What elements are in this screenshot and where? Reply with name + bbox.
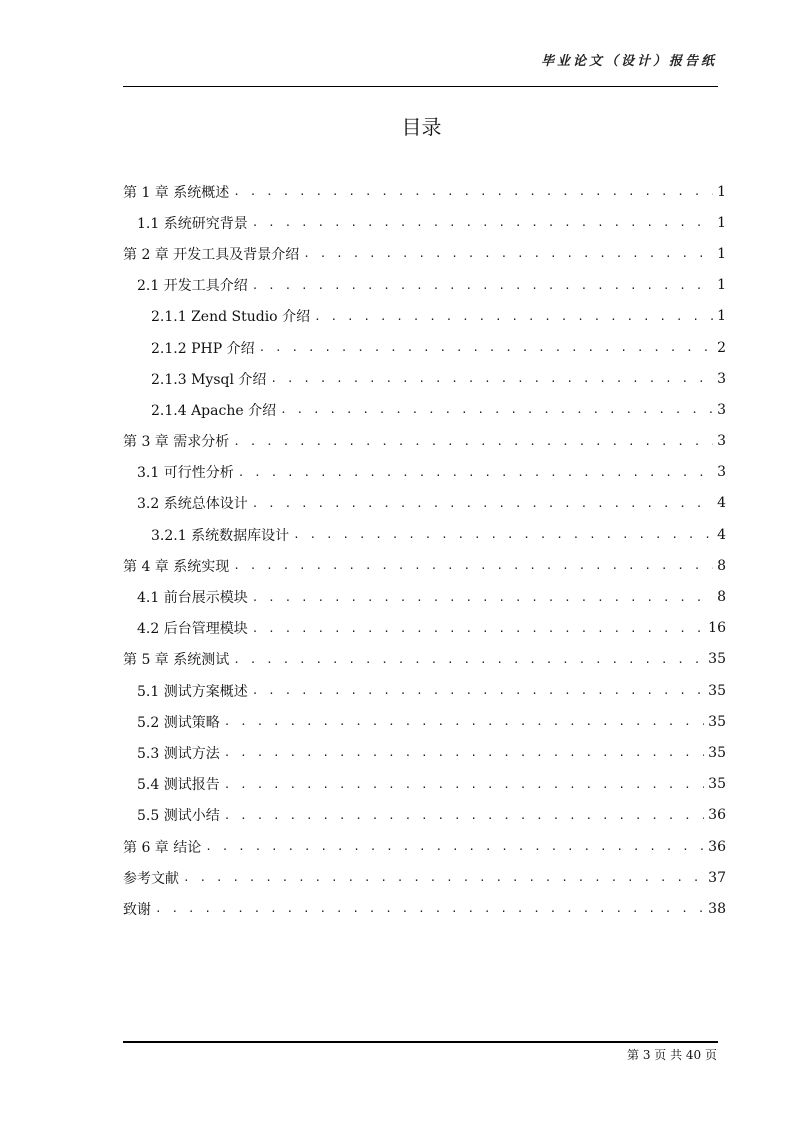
toc-dot-leader — [233, 653, 704, 666]
toc-entry-page: 35 — [708, 682, 726, 699]
toc-entry[interactable] — [123, 332, 726, 363]
toc-entry-label: 2.1.2 PHP 介绍 — [151, 340, 255, 357]
toc-entry-label: 3.2 系统总体设计 — [137, 496, 248, 513]
toc-entry[interactable] — [123, 457, 726, 488]
toc-entry[interactable] — [123, 363, 726, 394]
toc-entry-label: 参考文献 — [123, 870, 179, 887]
footer-rule — [123, 1041, 718, 1043]
page-title: 目录 — [401, 115, 442, 139]
toc-entry-page: 36 — [708, 838, 726, 855]
toc-entry[interactable] — [123, 769, 726, 800]
toc-entry-page: 4 — [717, 526, 726, 543]
toc-entry-page: 38 — [708, 900, 726, 917]
toc-dot-leader — [224, 809, 704, 822]
toc-entry[interactable] — [123, 426, 726, 457]
toc-dot-leader — [252, 684, 704, 697]
toc-entry-page: 35 — [708, 776, 726, 793]
toc-dot-leader — [252, 216, 713, 229]
toc-entry-page: 35 — [708, 651, 726, 668]
toc-entry[interactable] — [123, 893, 726, 924]
toc-entry-label: 第 6 章 结论 — [123, 839, 202, 856]
toc-entry[interactable] — [123, 675, 726, 706]
toc-entry-page: 2 — [717, 339, 726, 356]
toc-entry[interactable] — [123, 706, 726, 737]
toc-entry-label: 4.1 前台展示模块 — [137, 590, 248, 607]
toc-dot-leader — [252, 622, 704, 635]
toc-entry-label: 第 4 章 系统实现 — [123, 558, 230, 575]
toc-entry-label: 2.1.1 Zend Studio 介绍 — [151, 309, 311, 326]
toc-entry-label: 3.1 可行性分析 — [137, 465, 234, 482]
toc-dot-leader — [224, 746, 704, 759]
toc-entry-label: 第 1 章 系统概述 — [123, 184, 230, 201]
toc-entry-page: 4 — [717, 495, 726, 512]
toc-entry[interactable] — [123, 519, 726, 550]
toc-dot-leader — [183, 871, 704, 884]
toc-entry[interactable] — [123, 207, 726, 238]
toc-dot-leader — [252, 497, 713, 510]
toc-entry-page: 36 — [708, 807, 726, 824]
toc-entry[interactable] — [123, 270, 726, 301]
toc-dot-leader — [314, 310, 713, 323]
toc-entry-label: 1.1 系统研究背景 — [137, 215, 248, 232]
toc-dot-leader — [280, 403, 713, 416]
toc-entry-label: 第 5 章 系统测试 — [123, 652, 230, 669]
toc-entry[interactable] — [123, 176, 726, 207]
toc-entry-page: 8 — [717, 589, 726, 606]
toc-dot-leader — [252, 591, 713, 604]
toc-entry-page: 37 — [708, 869, 726, 886]
toc-entry-page: 1 — [717, 308, 726, 325]
toc-entry-page: 1 — [717, 183, 726, 200]
toc-entry-page: 1 — [717, 214, 726, 231]
toc-entry-label: 5.3 测试方法 — [137, 745, 220, 762]
toc-entry-label: 第 3 章 需求分析 — [123, 434, 230, 451]
toc-entry[interactable] — [123, 581, 726, 612]
toc-entry-label: 3.2.1 系统数据库设计 — [151, 527, 290, 544]
toc-dot-leader — [155, 902, 704, 915]
toc-entry-page: 35 — [708, 713, 726, 730]
toc-entry-page: 3 — [717, 464, 726, 481]
toc-entry-label: 2.1.4 Apache 介绍 — [151, 402, 277, 419]
toc-entry-page: 3 — [717, 401, 726, 418]
toc-entry[interactable] — [123, 488, 726, 519]
toc-entry[interactable] — [123, 831, 726, 862]
toc-entry[interactable] — [123, 238, 726, 269]
footer-page-info: 第 3 页 共 40 页 — [627, 1048, 717, 1062]
toc-dot-leader — [259, 341, 714, 354]
toc-entry-label: 5.5 测试小结 — [137, 808, 220, 825]
toc-entry-page: 1 — [717, 245, 726, 262]
toc-entry[interactable] — [123, 613, 726, 644]
toc-dot-leader — [233, 559, 713, 572]
toc-entry[interactable] — [123, 394, 726, 425]
toc-dot-leader — [205, 840, 704, 853]
toc-dot-leader — [270, 372, 713, 385]
toc-entry[interactable] — [123, 737, 726, 768]
toc-entry[interactable] — [123, 644, 726, 675]
header-rule — [123, 86, 718, 87]
toc-dot-leader — [224, 715, 704, 728]
toc-dot-leader — [224, 778, 704, 791]
toc-dot-leader — [252, 279, 713, 292]
toc-dot-leader — [303, 247, 713, 260]
toc-entry-label: 4.2 后台管理模块 — [137, 621, 248, 638]
toc-entry-label: 第 2 章 开发工具及背景介绍 — [123, 246, 300, 263]
toc-entry[interactable] — [123, 550, 726, 581]
table-of-contents — [123, 176, 726, 925]
toc-dot-leader — [293, 528, 713, 541]
toc-entry-page: 35 — [708, 744, 726, 761]
toc-dot-leader — [238, 466, 713, 479]
page-header-title: 毕业论文（设计）报告纸 — [540, 54, 717, 69]
toc-entry-page: 3 — [717, 433, 726, 450]
toc-entry-label: 2.1.3 Mysql 介绍 — [151, 371, 267, 388]
toc-entry-page: 1 — [717, 277, 726, 294]
toc-entry-label: 2.1 开发工具介绍 — [137, 278, 248, 295]
toc-entry-label: 5.1 测试方案概述 — [137, 683, 248, 700]
toc-dot-leader — [233, 185, 713, 198]
toc-entry-label: 致谢 — [123, 901, 151, 918]
toc-entry-page: 8 — [717, 557, 726, 574]
toc-entry-page: 16 — [708, 620, 726, 637]
toc-entry-label: 5.4 测试报告 — [137, 777, 220, 794]
toc-entry-label: 5.2 测试策略 — [137, 714, 220, 731]
toc-entry[interactable] — [123, 301, 726, 332]
toc-dot-leader — [233, 435, 713, 448]
toc-entry[interactable] — [123, 862, 726, 893]
toc-entry[interactable] — [123, 800, 726, 831]
toc-entry-page: 3 — [717, 370, 726, 387]
